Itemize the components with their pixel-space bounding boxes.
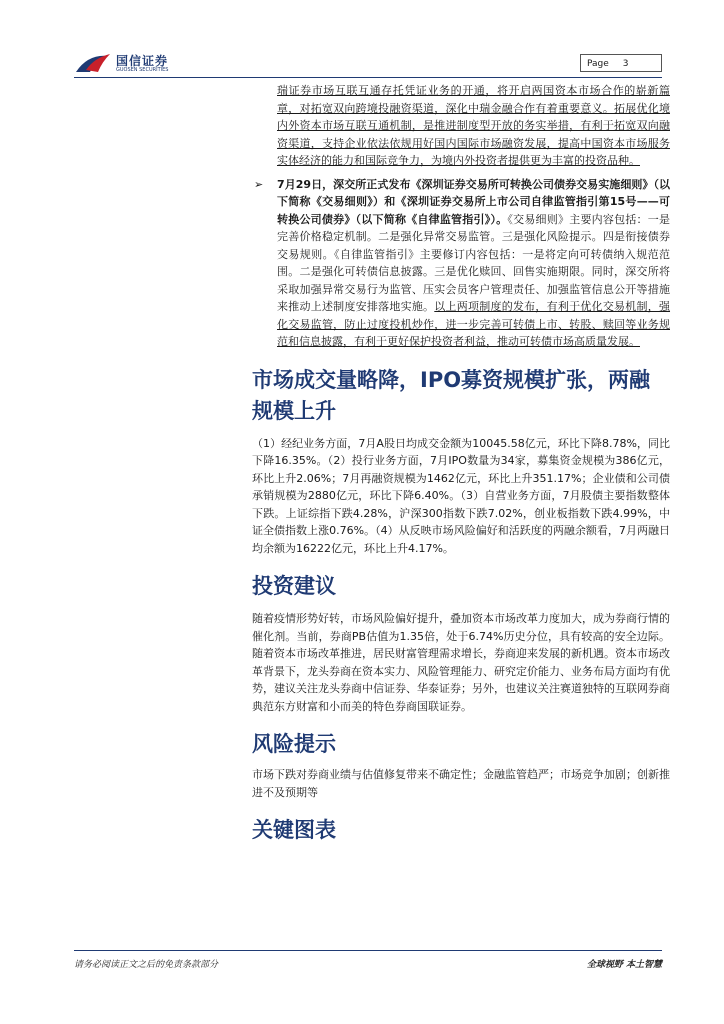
page-indicator [580,54,662,72]
bullet-underlined-text: 以上两项制度的发布，有利于优化交易机制，强化交易监管，防止过度投机炒作，进一步完善可转债上市、转股、赎回等业务规范和信息披露，有利于更好保护投资者利益，推动可转债市场高质量发展。 [277,300,671,348]
bullet-normal-text: 《交易细则》主要内容包括：一是完善价格稳定机制。二是强化异常交易监管。三是强化风险提示。四是衔接债券交易规则。《自律监管指引》主要修订内容包括：一是将定向可转债纳入规范范围。二是强化可转债信息披露。三是优化赎回、回售实施期限。同时，深交所将采取加强异常交易行为监管、压实会员客户管理责任、加强监管信息公开等措施来推动上述制度安排落地实施。 [277,212,671,313]
bullet-bold-text: 7月29日，深交所正式发布《深圳证券交易所可转换公司债券交易实施细则》（以下简称《交易细则》）和《深圳证券交易所上市公司自律监管指引第15号——可转换公司债券》（以下简称《自律监管指引》）。 [277,177,670,226]
section-title-charts: 关键图表 [252,818,336,842]
section-text-market: （1）经纪业务方面，7月A股日均成交金额为10045.58亿元，环比下降8.78%，同比下降16.35%。（2）投行业务方面，7月IPO数量为34家，募集资金规模为386亿元，环比上升2.06%；7月再融资规模为1462亿元，环比上升351.17%；企业债和公司债承销规模为2880亿元，环比下降6.40%。（3）自营业务方面，7月股债主要指数整体下跌。上证综指下跌4.28%，沪深300指数下跌7.02%，创业板指数下跌4.99%，中证全债指数上涨0.76%。（4）从反映市场风险偏好和活跃度的两融余额看，7月两融日均余额为16222亿元，环比上升4.17%。 [252,436,670,555]
section-charts [252,815,670,846]
header-divider [74,77,662,78]
section-risk [252,729,670,801]
section-market [252,365,670,558]
footer-slogan: 全球视野 本土智慧 [586,960,662,970]
main-content [252,82,670,846]
page-number: 3 [622,59,629,69]
logo-text-cn: 国信证券 [116,54,169,68]
logo-text-en: GUOSEN SECURITIES [116,67,169,73]
bullet-arrow-icon: ➢ [254,177,264,191]
intro-paragraph: 瑞证券市场互联互通存托凭证业务的开通，将开启两国资本市场合作的崭新篇章，对拓宽双向跨境投融资渠道，深化中瑞金融合作有着重要意义。拓展优化境内外资本市场互联互通机制，是推进制度型开放的务实举措，有利于拓宽双向融资渠道，支持企业依法依规用好国内国际市场融资发展，提高中国资本市场服务实体经济的能力和国际竞争力，为境内外投资者提供更为丰富的投资品种。 [277,84,670,167]
footer-divider [74,950,662,951]
section-title-advice: 投资建议 [252,574,336,598]
section-title-market: 市场成交量略降，IPO募资规模扩张，两融规模上升 [252,367,651,423]
logo-mark-icon [74,50,112,76]
bullet-item [252,176,670,351]
footer-disclaimer: 请务必阅读正文之后的免责条款部分 [74,960,219,970]
section-text-advice: 随着疫情形势好转，市场风险偏好提升，叠加资本市场改革力度加大，成为券商行情的催化剂。当前，券商PB估值为1.35倍，处于6.74%历史分位，具有较高的安全边际。随着资本市场改革推进，居民财富管理需求增长，券商迎来发展的新机遇。资本市场改革背景下，龙头券商在资本实力、风险管理能力、研究定价能力、业务布局方面均有优势，建议关注龙头券商中信证券、华泰证券；另外，也建议关注赛道独特的互联网券商典范东方财富和小而美的特色券商国联证券。 [252,612,670,713]
section-advice [252,571,670,715]
page-label: Page [587,59,609,69]
section-title-risk: 风险提示 [252,732,336,756]
section-text-risk: 市场下跌对券商业绩与估值修复带来不确定性；金融监管趋严；市场竞争加剧；创新推进不及预期等 [252,768,670,799]
bullet-paragraph [277,176,670,351]
company-logo [74,50,184,78]
